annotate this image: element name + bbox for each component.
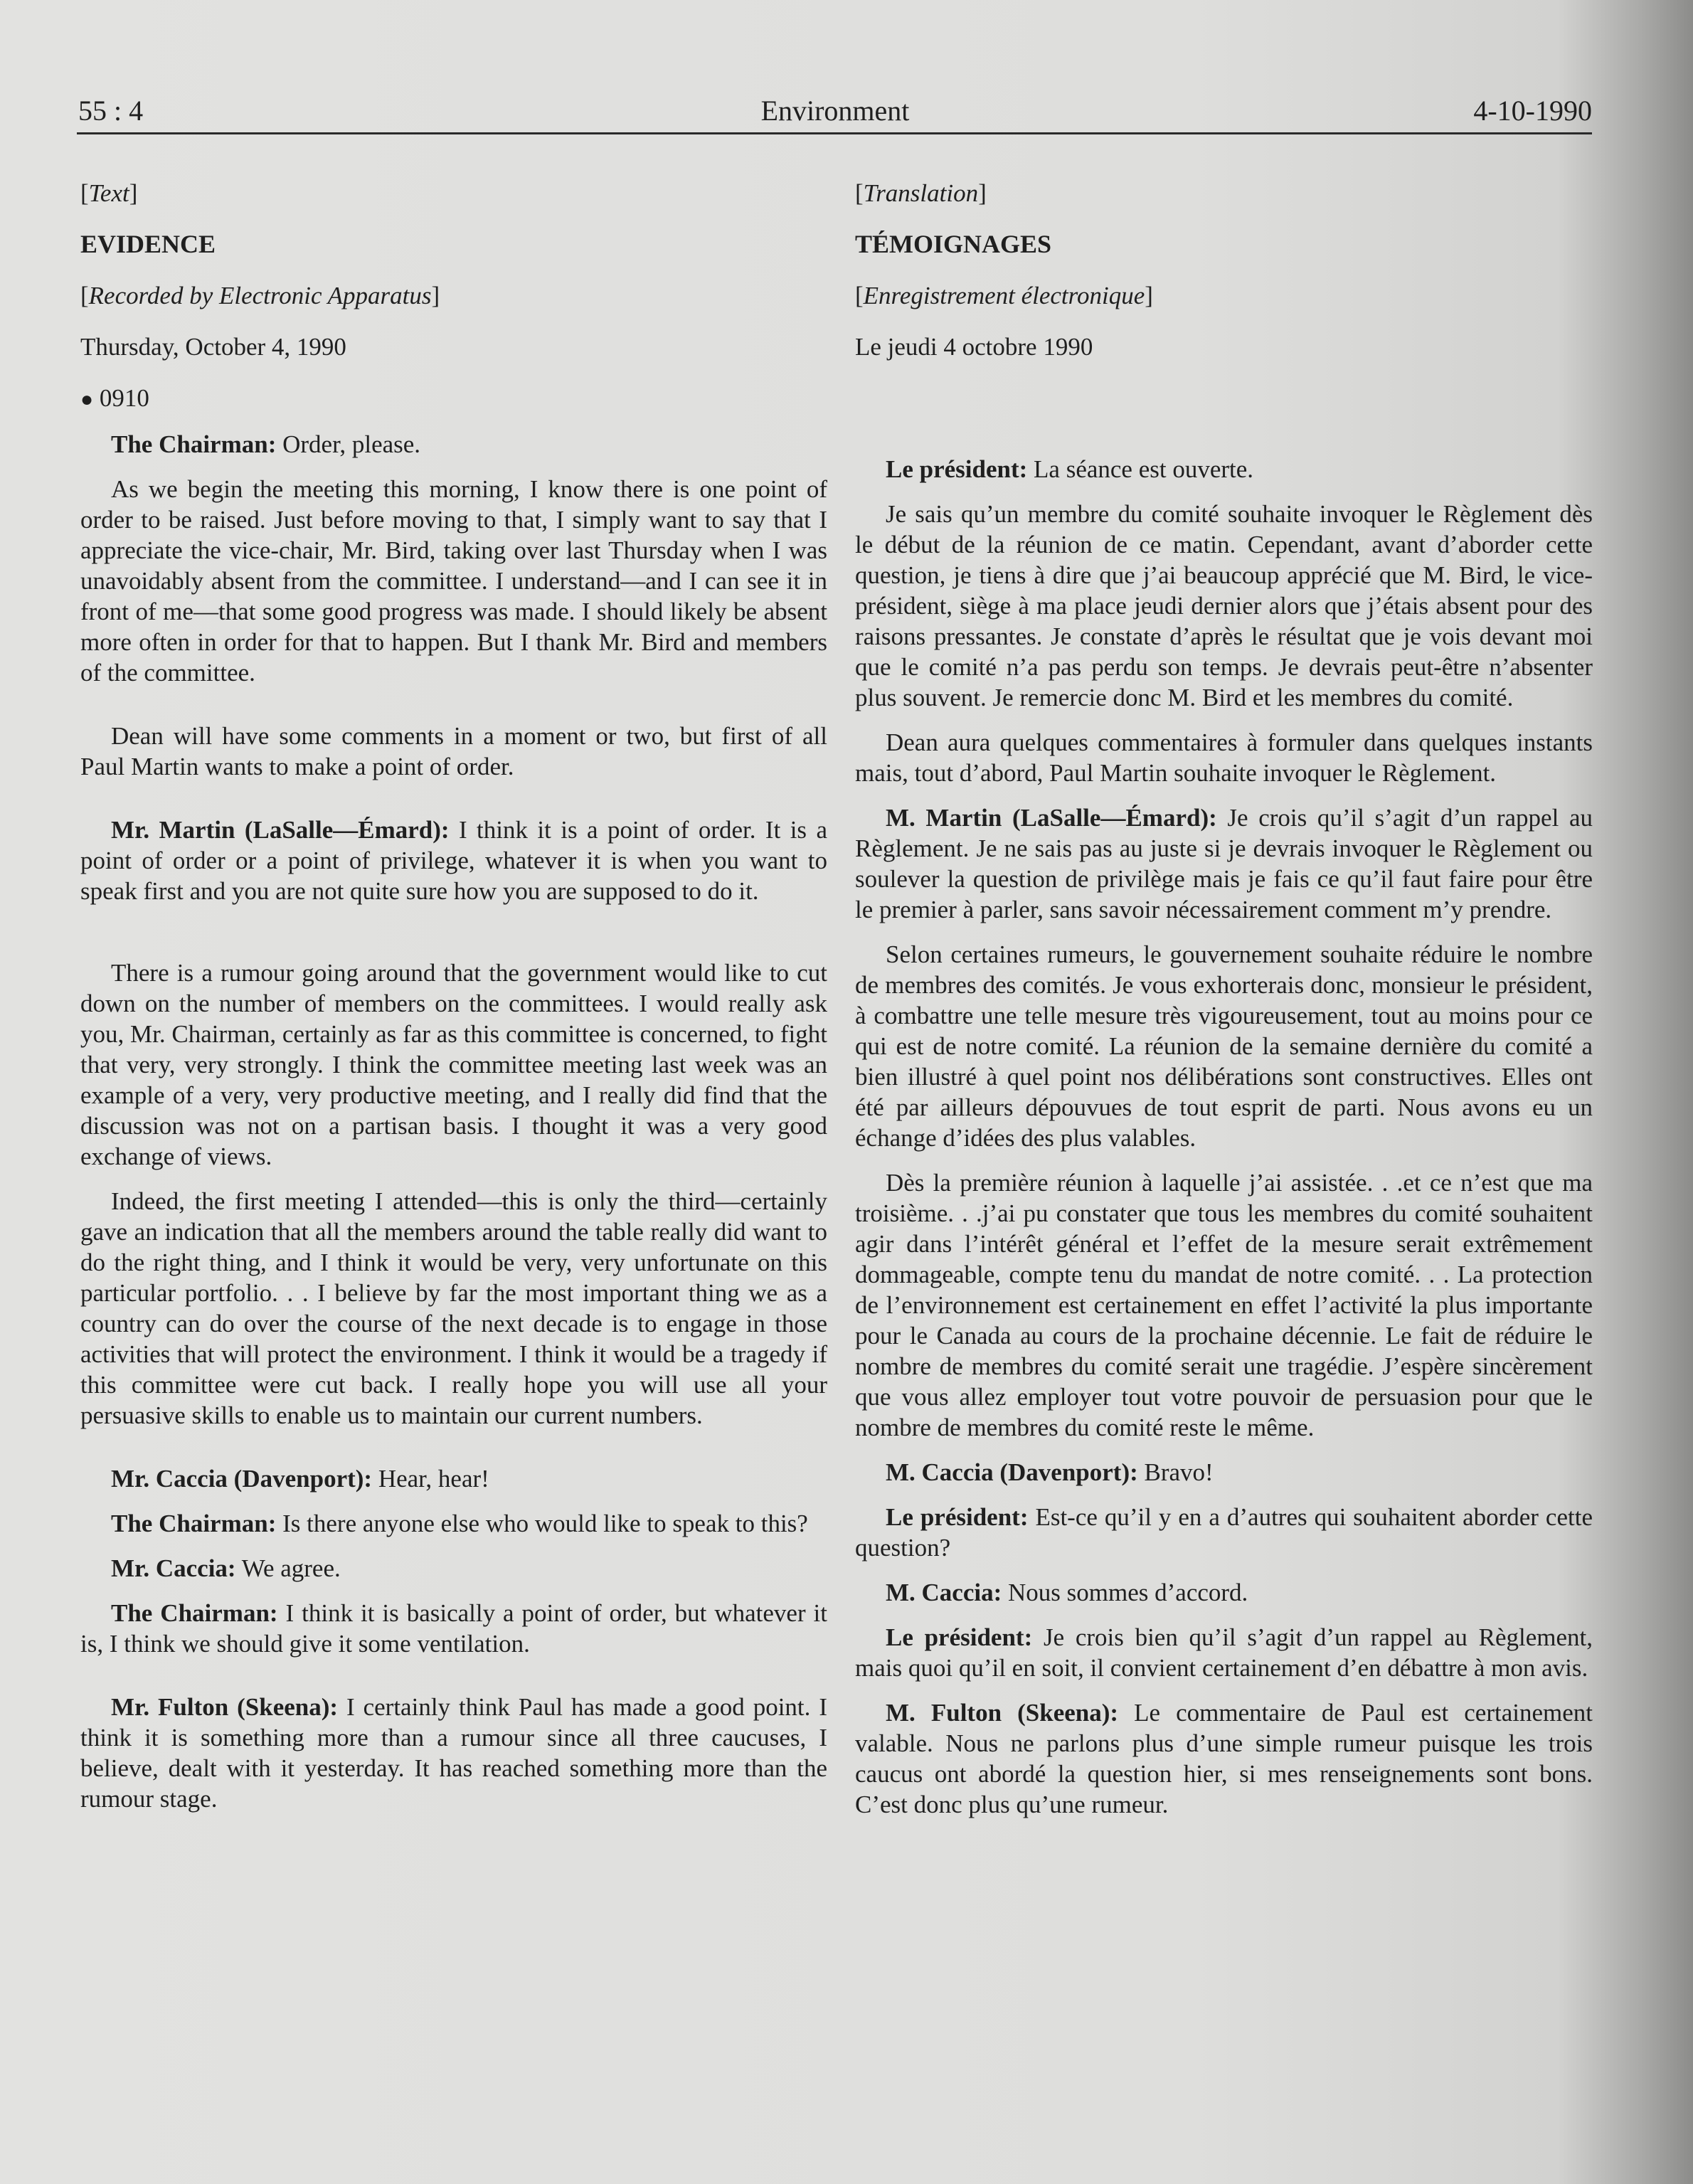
page-number: 55 : 4 — [78, 95, 144, 127]
page-header — [78, 91, 1592, 131]
translation-tag: [Translation] — [855, 179, 987, 207]
paragraph: Mr. Fulton (Skeena): I certainly think Paul has made a good point. I think it is something more than a rumour since all three caucuses, I believe, dealt with it yesterday. It has reached something more than the rumour stage. — [80, 1693, 827, 1813]
paragraph: Dean aura quelques commentaires à formuler dans quelques instants mais, tout d’abord, Paul Martin souhaite invoquer le Règlement. — [855, 728, 1593, 787]
paragraph: Le président: La séance est ouverte. — [886, 455, 1254, 483]
paragraph: The Chairman: I think it is basically a point of order, but whatever it is, I think we should give it some ventilation. — [80, 1599, 828, 1658]
paragraph: The Chairman: Is there anyone else who would like to speak to this? — [111, 1510, 808, 1537]
paragraph: Le président: Je crois bien qu’il s’agit d’un rappel au Règlement, mais quoi qu’il en soit, il convient certainement d’en débattre à mon avis. — [855, 1623, 1593, 1682]
paragraph: The Chairman: Order, please. — [111, 430, 421, 458]
paragraph: There is a rumour going around that the government would like to cut down on the number of members on the committees. I would really ask you, Mr. Chairman, certainly as far as this committee is concerned, to fight that very, very strongly. I think the committee meeting last week was an example of a very, very productive meeting, and I really did find that the discussion was not on a partisan basis. I thought it was a very good exchange of views. — [80, 959, 827, 1170]
bullet-icon: ● — [80, 388, 94, 411]
paragraph: M. Martin (LaSalle—Émard): Je crois qu’il s’agit d’un rappel au Règlement. Je ne sais pas au juste si je devrais invoquer le Règlement ou soulever la question de privilège mais je fais ce qu’il faut faire pour être le premier à parler, sans savoir nécessairement comment m’y prendre. — [855, 804, 1593, 923]
header-rule — [77, 132, 1592, 134]
text-tag: [Text] — [80, 179, 138, 207]
paragraph: M. Caccia (Davenport): Bravo! — [886, 1458, 1214, 1486]
paragraph: Dès la première réunion à laquelle j’ai assistée. . .et ce n’est que ma troisième. . .j’ai pu constater que tous les membres du comité souhaitent agir dans l’intérêt général et l’effet de la mesure serait extrêmement dommageable, compte tenu du mandat de notre comité. . . La protection de l’environnement est certainement en effet l’activité la plus importante pour le Canada au cours de la prochaine décennie. Le fait de réduire le nombre de membres du comité serait une tragédie. J’espère sincèrement que vous allez employer tout votre pouvoir de persuasion pour que le nombre de membres du comité reste le même. — [855, 1169, 1593, 1441]
paragraph: M. Fulton (Skeena): Le commentaire de Paul est certainement valable. Nous ne parlons plus d’une simple rumeur puisque les trois caucus ont abordé la question hier, si mes renseignements sont bons. C’est donc plus qu’une rumeur. — [855, 1699, 1593, 1818]
section-heading: TÉMOIGNAGES — [855, 230, 1052, 258]
paragraph: Mr. Caccia (Davenport): Hear, hear! — [111, 1465, 489, 1493]
session-date: Thursday, October 4, 1990 — [80, 333, 346, 361]
paragraph: Selon certaines rumeurs, le gouvernement souhaite réduire le nombre de membres des comités. Je vous exhorterais donc, monsieur le président, à combattre une telle mesure très vigoureusement, tout au moins pour ce qui est de notre comité. La réunion de la semaine dernière du comité a bien illustré à quel point nos délibérations sont constructives. Elles ont été par ailleurs dépouvues de tout esprit de parti. Nous avons eu un échange d’idées des plus valables. — [855, 940, 1593, 1152]
recording-note: [Enregistrement électronique] — [855, 282, 1153, 309]
header-date: 4-10-1990 — [1473, 95, 1592, 127]
paragraph: Dean will have some comments in a moment or two, but first of all Paul Martin wants to make a point of order. — [80, 722, 827, 780]
french-column — [855, 178, 1593, 1834]
time-marker: ● 0910 — [80, 384, 149, 412]
paragraph: Mr. Caccia: We agree. — [111, 1554, 341, 1582]
paragraph: Je sais qu’un membre du comité souhaite invoquer le Règlement dès le début de la réunion de ce matin. Cependant, avant d’aborder cette question, je tiens à dire que j’ai beaucoup apprécié que M. Bird, le vice-président, siège à ma place jeudi dernier alors que j’étais absent pour des raisons pressantes. Je constate d’après le résultat que je vois devant moi que le comité n’a pas perdu son temps. Je devrais peut-être n’absenter plus souvent. Je remercie donc M. Bird et les membres du comité. — [855, 500, 1593, 711]
paragraph: Mr. Martin (LaSalle—Émard): I think it is a point of order. It is a point of order or a point of privilege, whatever it is when you want to speak first and you are not quite sure how you are supposed to do it. — [80, 816, 827, 905]
section-heading: EVIDENCE — [80, 230, 216, 258]
paragraph: Indeed, the first meeting I attended—this is only the third—certainly gave an indication that all the members around the table really did want to do the right thing, and I think it would be very, very unfortunate on this particular portfolio. . . I believe by far the most important thing we as a country can do over the course of the next decade is to engage in those activities that will protect the environment. I think it would be a tragedy if this committee were cut back. I really hope you will use all your persuasive skills to enable us to maintain our current numbers. — [80, 1187, 827, 1429]
paragraph: As we begin the meeting this morning, I know there is one point of order to be raised. Just before moving to that, I simply want to say that I appreciate the vice-chair, Mr. Bird, taking over last Thursday when I was unavoidably absent from the committee. I understand—and I can see it in front of me—that some good progress was made. I should likely be absent more often in order for that to happen. But I thank Mr. Bird and members of the committee. — [80, 475, 827, 687]
english-column — [80, 178, 827, 1828]
paragraph: Le président: Est-ce qu’il y en a d’autres qui souhaitent aborder cette question? — [855, 1503, 1593, 1562]
session-date: Le jeudi 4 octobre 1990 — [855, 333, 1093, 361]
recording-note: [Recorded by Electronic Apparatus] — [80, 282, 440, 309]
paragraph: M. Caccia: Nous sommes d’accord. — [886, 1579, 1248, 1606]
publication-title: Environment — [760, 95, 910, 127]
